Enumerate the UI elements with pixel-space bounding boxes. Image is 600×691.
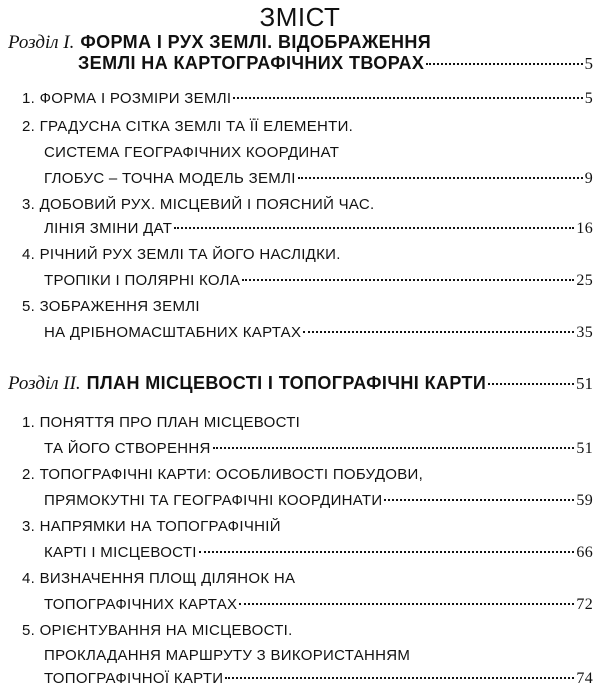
leader-dots xyxy=(199,551,575,553)
page-number: 35 xyxy=(576,324,593,341)
toc-entry-continuation xyxy=(44,440,593,458)
page-number: 16 xyxy=(576,220,593,237)
section-label: Розділ І. xyxy=(8,32,75,53)
entry-text: 4. РІЧНИЙ РУХ ЗЕМЛІ ТА ЙОГО НАСЛІДКИ. xyxy=(22,246,341,263)
leader-dots xyxy=(239,603,574,605)
page-number: 74 xyxy=(576,670,593,687)
section-1-heading-line2 xyxy=(78,53,593,74)
entry-text: 5. ОРІЄНТУВАННЯ НА МІСЦЕВОСТІ. xyxy=(22,622,293,639)
page-title: ЗМІСТ xyxy=(259,2,341,32)
toc-entry-continuation xyxy=(44,670,593,688)
toc-entry xyxy=(22,196,593,213)
entry-text: 2. ГРАДУСНА СІТКА ЗЕМЛІ ТА ЇЇ ЕЛЕМЕНТИ. xyxy=(22,118,354,135)
page-number: 25 xyxy=(576,272,593,289)
section-title: ЗЕМЛІ НА КАРТОГРАФІЧНИХ ТВОРАХ xyxy=(78,53,425,73)
page-number: 9 xyxy=(584,170,593,187)
entry-text: ТА ЙОГО СТВОРЕННЯ xyxy=(44,440,211,457)
toc-entry xyxy=(22,298,593,315)
toc-entry xyxy=(22,414,593,431)
leader-dots xyxy=(298,177,583,179)
toc-entry-continuation xyxy=(44,170,593,188)
entry-text: 1. ПОНЯТТЯ ПРО ПЛАН МІСЦЕВОСТІ xyxy=(22,414,301,431)
entry-text: 3. НАПРЯМКИ НА ТОПОГРАФІЧНІЙ xyxy=(22,518,281,535)
toc-entry xyxy=(22,118,593,135)
leader-dots xyxy=(488,383,574,385)
entry-text: ЛІНІЯ ЗМІНИ ДАТ xyxy=(44,220,173,237)
section-title: ПЛАН МІСЦЕВОСТІ І ТОПОГРАФІЧНІ КАРТИ xyxy=(86,373,487,393)
toc-entry xyxy=(22,518,593,535)
toc-entry xyxy=(22,622,593,639)
leader-dots xyxy=(233,97,582,99)
entry-text: ТОПОГРАФІЧНИХ КАРТАХ xyxy=(44,596,238,613)
toc-entry-continuation xyxy=(44,220,593,238)
entry-text: 2. ТОПОГРАФІЧНІ КАРТИ: ОСОБЛИВОСТІ ПОБУДОВИ, xyxy=(22,466,424,483)
page-number: 51 xyxy=(576,440,593,457)
toc-entry xyxy=(22,90,593,108)
toc-entry-continuation xyxy=(44,596,593,614)
toc-entry-continuation xyxy=(44,144,593,161)
page-number: 51 xyxy=(576,374,593,393)
leader-dots xyxy=(384,499,574,501)
section-title: ФОРМА І РУХ ЗЕМЛІ. ВІДОБРАЖЕННЯ xyxy=(80,32,432,52)
page-number: 72 xyxy=(576,596,593,613)
entry-text: ТОПОГРАФІЧНОЇ КАРТИ xyxy=(44,670,224,687)
leader-dots xyxy=(174,227,574,229)
leader-dots xyxy=(213,447,575,449)
page-number: 5 xyxy=(584,90,593,107)
page-number: 5 xyxy=(584,54,593,73)
entry-text: 1. ФОРМА І РОЗМІРИ ЗЕМЛІ xyxy=(22,90,232,107)
entry-text: ПРЯМОКУТНІ ТА ГЕОГРАФІЧНІ КООРДИНАТИ xyxy=(44,492,383,509)
entry-text: ГЛОБУС – ТОЧНА МОДЕЛЬ ЗЕМЛІ xyxy=(44,170,296,187)
toc-entry-continuation xyxy=(44,324,593,342)
entry-text: 5. ЗОБРАЖЕННЯ ЗЕМЛІ xyxy=(22,298,200,315)
page-number: 66 xyxy=(576,544,593,561)
entry-text: СИСТЕМА ГЕОГРАФІЧНИХ КООРДИНАТ xyxy=(44,144,340,161)
leader-dots xyxy=(426,63,582,65)
leader-dots xyxy=(303,331,574,333)
toc-entry-continuation xyxy=(44,272,593,290)
page-number: 59 xyxy=(576,492,593,509)
toc-entry-continuation xyxy=(44,544,593,562)
toc-entry xyxy=(22,570,593,587)
toc-entry-continuation xyxy=(44,492,593,510)
toc-entry-continuation xyxy=(44,647,593,664)
section-label: Розділ II. xyxy=(8,373,81,394)
entry-text: НА ДРІБНОМАСШТАБНИХ КАРТАХ xyxy=(44,324,302,341)
entry-text: 3. ДОБОВИЙ РУХ. МІСЦЕВИЙ І ПОЯСНИЙ ЧАС. xyxy=(22,196,375,213)
toc-entry xyxy=(22,246,593,263)
section-2-heading xyxy=(8,373,593,395)
leader-dots xyxy=(242,279,574,281)
entry-text: ПРОКЛАДАННЯ МАРШРУТУ З ВИКОРИСТАННЯМ xyxy=(44,647,411,664)
entry-text: 4. ВИЗНАЧЕННЯ ПЛОЩ ДІЛЯНОК НА xyxy=(22,570,296,587)
leader-dots xyxy=(225,677,574,679)
section-1-heading xyxy=(8,32,593,54)
entry-text: ТРОПІКИ І ПОЛЯРНІ КОЛА xyxy=(44,272,241,289)
toc-entry xyxy=(22,466,593,483)
entry-text: КАРТІ І МІСЦЕВОСТІ xyxy=(44,544,197,561)
